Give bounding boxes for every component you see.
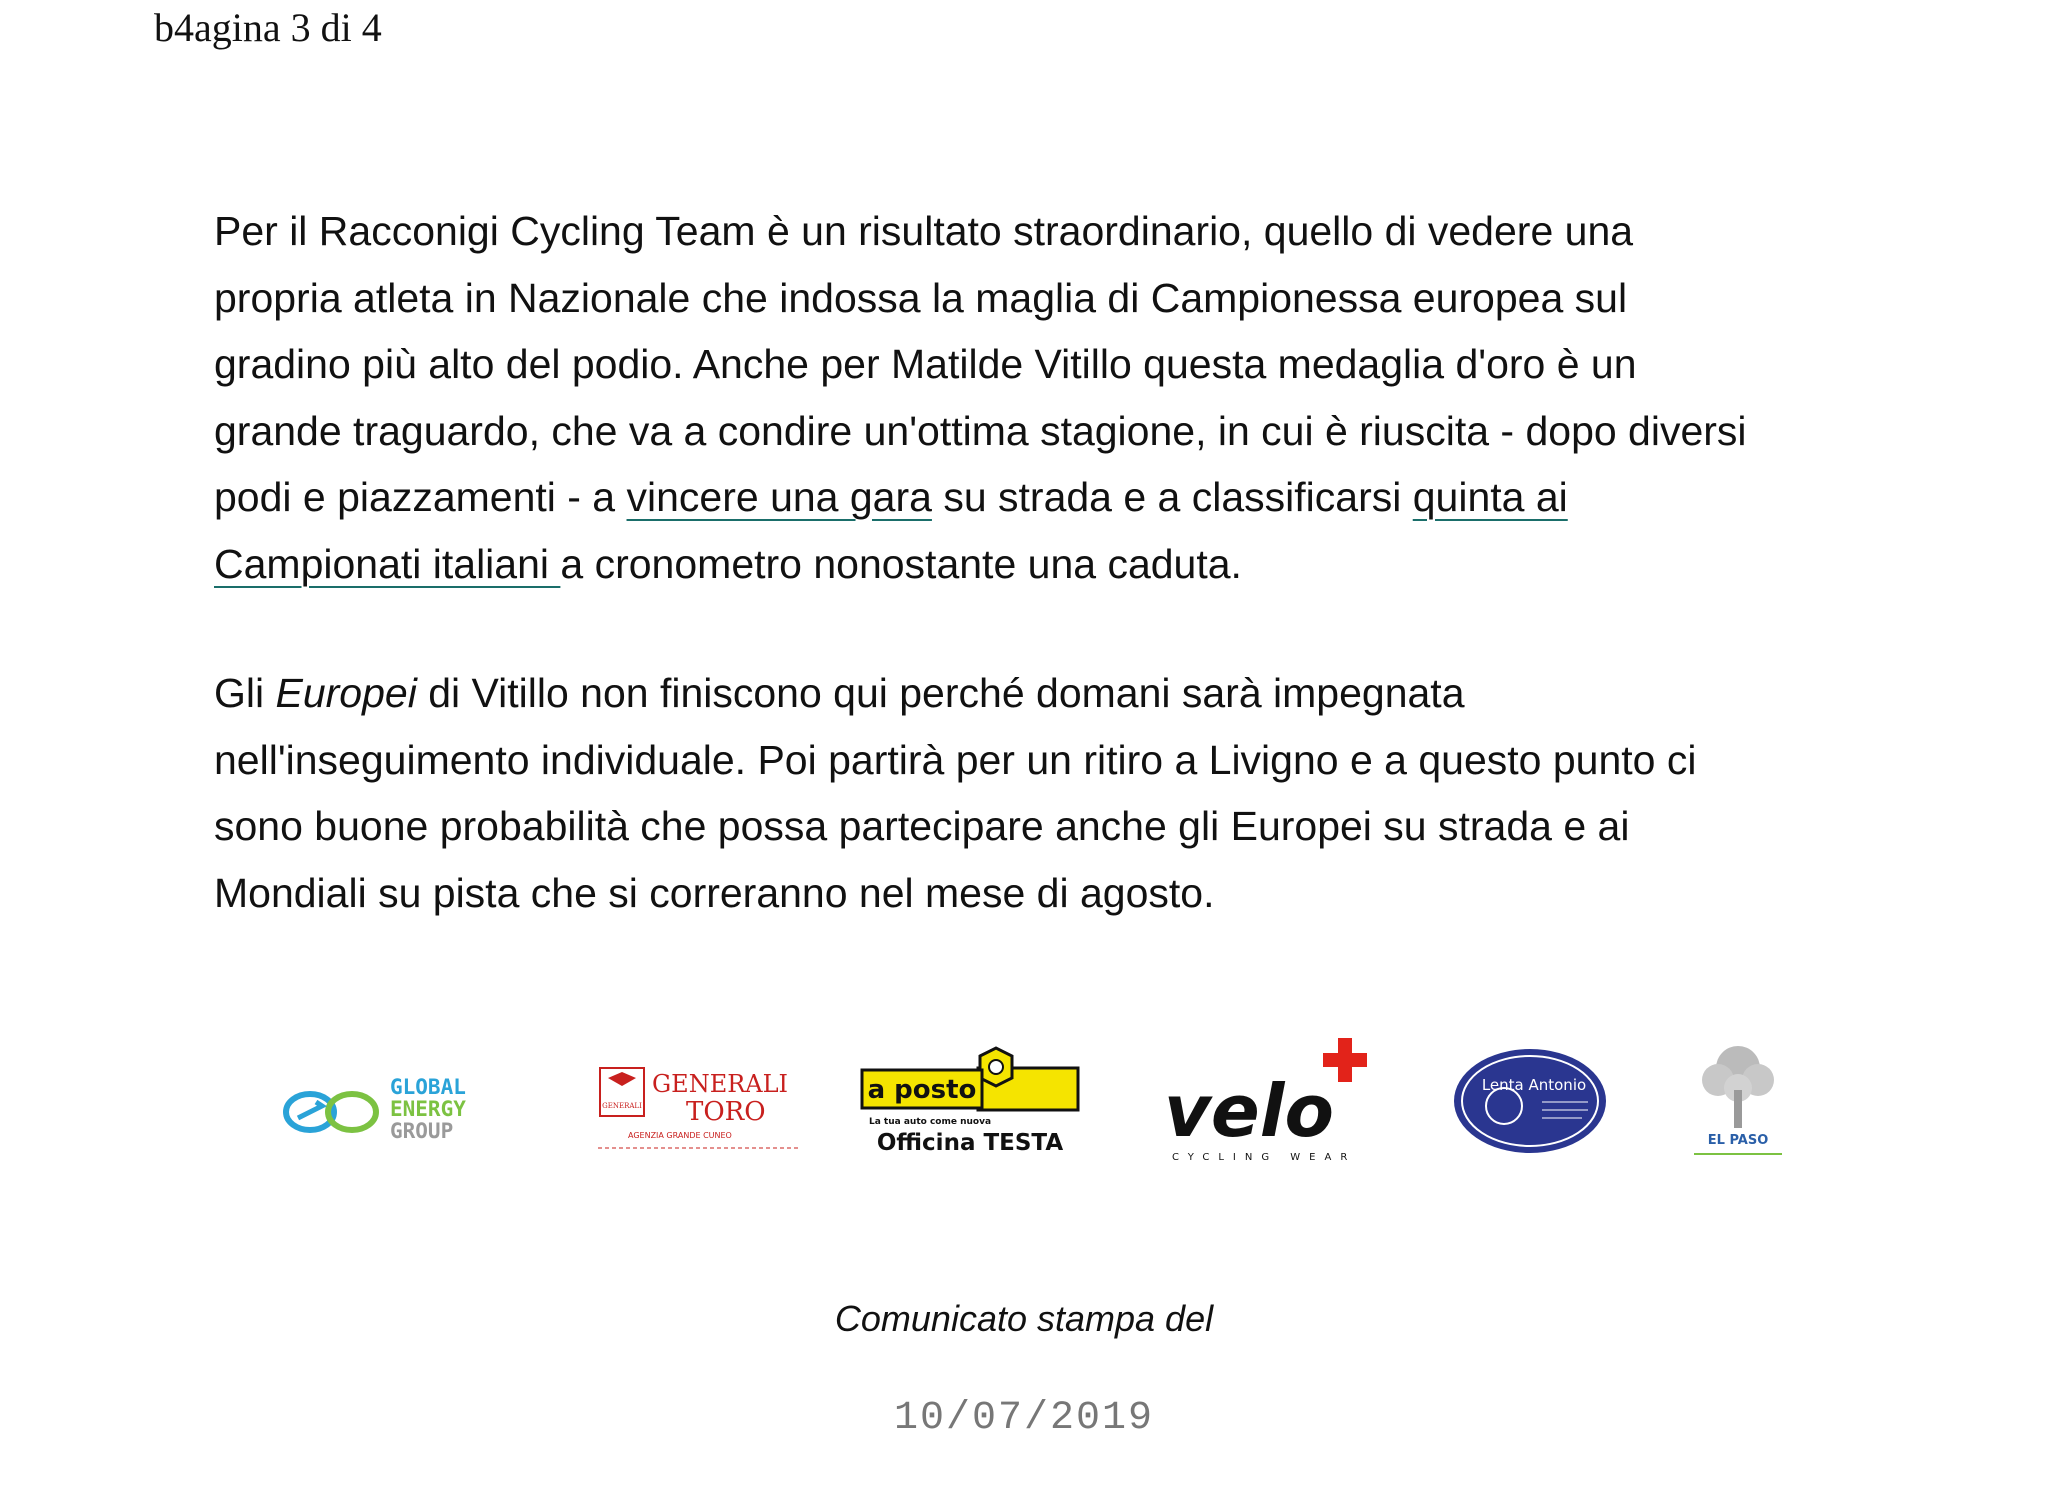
logo-text: a posto xyxy=(867,1075,977,1105)
paragraph-europei xyxy=(214,660,1894,926)
logo-text: GENERALI xyxy=(652,1070,789,1098)
text-line: Mondiali su pista che si correranno nel mese di agosto. xyxy=(214,869,1215,916)
text-line xyxy=(214,531,1894,598)
logo-text: EL PASO xyxy=(1707,1133,1769,1148)
press-release-label: Comunicato stampa del xyxy=(834,1298,1214,1339)
text-line xyxy=(214,660,1894,727)
velo-cycling-wear-logo xyxy=(1160,1036,1390,1166)
link-quinta-campionati[interactable]: quinta ai xyxy=(1412,474,1568,520)
logo-text: velo xyxy=(1164,1069,1334,1153)
logo-text: TORO xyxy=(686,1097,766,1127)
logo-text: AGENZIA GRANDE CUNEO xyxy=(628,1131,732,1140)
logo-text: Lenta Antonio xyxy=(1481,1076,1587,1094)
text-fragment: su strada e a classificarsi xyxy=(931,474,1413,520)
page-number-header: b4agina 3 di 4 xyxy=(154,5,382,50)
logo-text: GLOBAL xyxy=(390,1075,466,1099)
text-fragment: a cronometro nonostante una caduta. xyxy=(560,540,1242,587)
press-release-date: 10/07/2019 xyxy=(893,1396,1155,1441)
logo-text: CYCLING WEAR xyxy=(1172,1152,1357,1163)
el-paso-logo xyxy=(1684,1040,1794,1160)
text-line: grande traguardo, che va a condire un'ottima stagione, in cui è riuscita - dopo diversi xyxy=(214,407,1747,454)
text-fragment: podi e piazzamenti - a xyxy=(214,474,627,520)
officina-testa-logo xyxy=(860,1040,1090,1160)
text-line: propria atleta in Nazionale che indossa la maglia di Campionessa europea sul xyxy=(214,274,1628,321)
generali-toro-logo xyxy=(598,1064,798,1154)
text-fragment: Gli xyxy=(214,670,276,716)
logo-text: ENERGY xyxy=(390,1097,466,1121)
link-vincere-gara[interactable]: vincere una gara xyxy=(626,474,932,520)
text-line: gradino più alto del podio. Anche per Matilde Vitillo questa medaglia d'oro è un xyxy=(214,341,1637,387)
text-line: nell'inseguimento individuale. Poi partirà per un ritiro a Livigno e a questo punto ci xyxy=(214,736,1697,783)
paragraph-result xyxy=(214,198,1894,597)
text-line xyxy=(214,464,1894,531)
sponsor-logos-row xyxy=(280,1030,1800,1180)
lenta-antonio-logo xyxy=(1452,1046,1612,1156)
text-line: Per il Racconigi Cycling Team è un risultato straordinario, quello di vedere una xyxy=(214,208,1634,254)
text-line: sono buone probabilità che possa partecipare anche gli Europei su strada e ai xyxy=(214,803,1630,849)
text-fragment: di Vitillo non finiscono qui perché domani sarà impegnata xyxy=(416,670,1465,716)
global-energy-group-logo xyxy=(280,1070,520,1150)
logo-text: La tua auto come nuova xyxy=(868,1117,992,1127)
link-quinta-campionati-cont[interactable]: Campionati italiani xyxy=(214,540,561,587)
logo-text: GENERALI xyxy=(602,1102,642,1110)
italic-europei: Europei xyxy=(275,670,417,716)
logo-text: Officina TESTA xyxy=(876,1130,1064,1156)
logo-text: GROUP xyxy=(390,1119,454,1143)
